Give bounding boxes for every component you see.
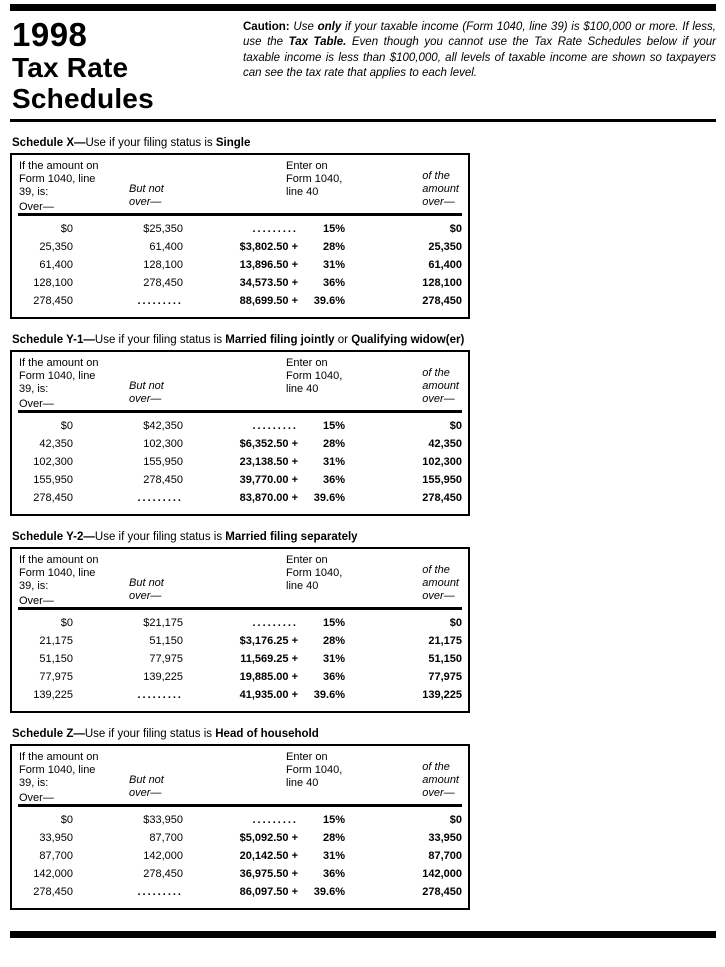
tax-bracket-row [12,865,468,883]
tax-bracket-row [12,668,468,686]
filing-status-2: Qualifying widow(er) [351,334,465,346]
tax-rate: 28% [322,635,345,647]
filing-status: Head of household [215,728,319,740]
over-amount: 42,350 [39,438,73,450]
col-header-enter-on [286,554,342,593]
excess-over-amount: 139,225 [422,689,462,701]
schedule-y2-heading [12,531,716,543]
filing-status: Married filing jointly [225,334,335,346]
tax-rate: 15% [322,223,345,235]
header-line: of the [422,564,450,576]
tax-bracket-row [12,256,468,274]
tax-bracket-row [12,292,468,310]
schedule-label-mid: Use if your filing status is [84,728,213,740]
over-amount: 128,100 [33,277,73,289]
excess-over-amount: 278,450 [422,492,462,504]
but-not-over-amount: $42,350 [143,420,183,432]
tax-bracket-row [12,614,468,632]
header-line: of the [422,761,450,773]
header-line: But not [129,774,164,786]
schedule-y2-table [10,547,470,713]
header-line: amount [422,183,459,195]
filing-status: Single [215,137,251,149]
tax-rate: 39.6% [313,689,345,701]
header-line: Enter on [286,751,328,763]
base-tax-amount: 13,896.50 + [239,259,298,271]
table-body [12,216,468,317]
base-tax-amount: 39,770.00 + [239,474,298,486]
base-tax-amount: 34,573.50 + [239,277,298,289]
tax-rate: 36% [322,671,345,683]
tax-bracket-row [12,471,468,489]
col-header-but-not-over [129,774,164,800]
over-amount: 278,450 [33,886,73,898]
header-line: of the [422,367,450,379]
schedule-y1-heading [12,334,716,346]
title-line-1: Tax Rate [12,52,129,83]
col-header-amount [19,357,99,411]
tax-bracket-row [12,811,468,829]
tax-bracket-row [12,829,468,847]
schedule-y2-section [10,531,716,713]
header-line: Form 1040, line [19,370,96,382]
tax-rate: 28% [322,241,345,253]
tax-rate: 39.6% [313,886,345,898]
base-tax-amount: 83,870.00 + [239,492,298,504]
schedule-z-table [10,744,470,910]
excess-over-amount: 21,175 [428,635,462,647]
schedule-y1-section [10,334,716,516]
header-line: of the [422,170,450,182]
excess-over-amount: 33,950 [428,832,462,844]
but-not-over-amount: $33,950 [143,814,183,826]
base-tax-amount: ......... [252,420,298,432]
table-header [12,352,468,410]
header-line: But not [129,577,164,589]
over-amount: $0 [60,617,73,629]
but-not-over-amount: 51,150 [149,635,183,647]
base-tax-amount: $3,176.25 + [239,635,298,647]
over-amount: 102,300 [33,456,73,468]
schedule-label-mid: Use if your filing status is [94,531,223,543]
col-header-but-not-over [129,380,164,406]
tax-bracket-row [12,686,468,704]
excess-over-amount: 278,450 [422,886,462,898]
tax-bracket-row [12,650,468,668]
header-line: line 40 [286,186,319,198]
but-not-over-amount: 155,950 [143,456,183,468]
schedule-label-mid: Use if your filing status is [94,334,223,346]
but-not-over-amount: 139,225 [143,671,183,683]
col-header-over: Over— [19,201,54,213]
col-header-over: Over— [19,595,54,607]
over-amount: 278,450 [33,295,73,307]
title-line-2: Schedules [12,83,154,114]
tax-rate: 15% [322,814,345,826]
base-tax-amount: ......... [252,617,298,629]
header-line: Form 1040, [286,173,343,185]
excess-over-amount: 25,350 [428,241,462,253]
over-amount: $0 [60,223,73,235]
base-tax-amount: 20,142.50 + [239,850,298,862]
header-line: line 40 [286,777,319,789]
col-header-enter-on [286,751,342,790]
base-tax-amount: ......... [252,814,298,826]
masthead-divider-rule [10,119,716,122]
excess-over-amount: 102,300 [422,456,462,468]
but-not-over-amount: 128,100 [143,259,183,271]
tax-rate: 36% [322,277,345,289]
col-header-over: Over— [19,792,54,804]
caution-bold-only: only [317,21,342,33]
base-tax-amount: $3,802.50 + [239,241,298,253]
header-line: amount [422,380,459,392]
tax-rate: 39.6% [313,492,345,504]
top-rule [10,4,716,11]
header-line: But not [129,380,164,392]
excess-over-amount: $0 [449,223,462,235]
schedule-label-mid: Use if your filing status is [85,137,213,149]
col-header-of-amount-over [422,564,459,603]
tax-year: 1998 [12,16,88,53]
schedule-y1-table [10,350,470,516]
tax-rate: 39.6% [313,295,345,307]
caution-text-2: if your taxable income (Form 1040, line 39) is $100,000 or more. If less, use the [243,21,717,49]
excess-over-amount: 155,950 [422,474,462,486]
tax-bracket-row [12,220,468,238]
base-tax-amount: $6,352.50 + [239,438,298,450]
caution-bold-tax-table: Tax Table. [288,36,347,49]
caution-text-3: Even though you cannot use the Tax Rate Schedules below if your taxable income is less than $100,000, all levels of taxable income are shown so taxpayers can see the tax rate that applies to each level. [243,36,716,80]
schedule-x-heading [12,137,716,149]
but-not-over-amount: ......... [137,689,183,701]
excess-over-amount: 42,350 [428,438,462,450]
header-line: 39, is: [19,777,49,789]
schedule-x-table [10,153,470,319]
header-line: over— [422,590,455,602]
col-header-enter-on [286,357,342,396]
tax-rate: 31% [322,456,345,468]
base-tax-amount: 11,569.25 + [240,653,298,665]
base-tax-amount: 41,935.00 + [239,689,298,701]
schedule-z-heading [12,728,716,740]
header-line: 39, is: [19,580,49,592]
header-line: over— [129,393,162,405]
header-line: 39, is: [19,186,49,198]
col-header-amount [19,554,99,608]
excess-over-amount: 278,450 [422,295,462,307]
excess-over-amount: 51,150 [428,653,462,665]
filing-status-conjunction: or [337,334,348,346]
over-amount: 155,950 [33,474,73,486]
header-line: If the amount on [19,160,99,172]
base-tax-amount: 88,699.50 + [239,295,298,307]
excess-over-amount: 128,100 [422,277,462,289]
but-not-over-amount: 102,300 [143,438,183,450]
caution-label: Caution: [243,21,290,33]
base-tax-amount: 86,097.50 + [239,886,298,898]
but-not-over-amount: 278,450 [143,474,183,486]
col-header-of-amount-over [422,761,459,800]
excess-over-amount: $0 [449,617,462,629]
header-line: 39, is: [19,383,49,395]
header-line: over— [422,787,455,799]
tax-bracket-row [12,435,468,453]
tax-bracket-row [12,883,468,901]
table-header [12,155,468,213]
but-not-over-amount: 278,450 [143,868,183,880]
tax-bracket-row [12,453,468,471]
header-line: line 40 [286,580,319,592]
col-header-of-amount-over [422,170,459,209]
but-not-over-amount: 77,975 [149,653,183,665]
col-header-but-not-over [129,577,164,603]
col-header-enter-on [286,160,342,199]
tax-rate: 31% [322,653,345,665]
tax-bracket-row [12,274,468,292]
tax-rate: 28% [322,832,345,844]
caution-text-1: Use [293,21,314,33]
but-not-over-amount: 278,450 [143,277,183,289]
col-header-but-not-over [129,183,164,209]
base-tax-amount: 36,975.50 + [239,868,298,880]
col-header-over: Over— [19,398,54,410]
header-line: If the amount on [19,751,99,763]
schedule-label-prefix: Schedule Y-1— [12,334,95,346]
filing-status: Married filing separately [225,531,358,543]
table-header [12,549,468,607]
table-body [12,413,468,514]
table-body [12,610,468,711]
but-not-over-amount: $25,350 [143,223,183,235]
tax-bracket-row [12,489,468,507]
over-amount: 21,175 [39,635,73,647]
header-line: Form 1040, [286,370,343,382]
over-amount: 51,150 [39,653,73,665]
header-line: Form 1040, [286,567,343,579]
but-not-over-amount: ......... [137,295,183,307]
excess-over-amount: $0 [449,814,462,826]
over-amount: 25,350 [39,241,73,253]
over-amount: 33,950 [39,832,73,844]
tax-rate: 31% [322,850,345,862]
over-amount: 139,225 [33,689,73,701]
header-line: over— [129,196,162,208]
over-amount: 87,700 [39,850,73,862]
base-tax-amount: 23,138.50 + [239,456,298,468]
table-header [12,746,468,804]
header-line: over— [129,787,162,799]
base-tax-amount: ......... [252,223,298,235]
header-line: Form 1040, [286,764,343,776]
header-line: Enter on [286,554,328,566]
but-not-over-amount: 87,700 [149,832,183,844]
col-header-amount [19,160,99,214]
excess-over-amount: $0 [449,420,462,432]
header-line: over— [422,196,455,208]
tax-rate: 31% [322,259,345,271]
header-line: Form 1040, line [19,173,96,185]
header-line: Form 1040, line [19,764,96,776]
header-line: over— [422,393,455,405]
header-line: Enter on [286,357,328,369]
header-line: Form 1040, line [19,567,96,579]
excess-over-amount: 142,000 [422,868,462,880]
header-line: amount [422,774,459,786]
but-not-over-amount: 142,000 [143,850,183,862]
over-amount: 278,450 [33,492,73,504]
excess-over-amount: 61,400 [428,259,462,271]
but-not-over-amount: 61,400 [149,241,183,253]
masthead [10,18,716,114]
but-not-over-amount: ......... [137,492,183,504]
caution-note [243,18,716,114]
base-tax-amount: $5,092.50 + [239,832,298,844]
header-line: line 40 [286,383,319,395]
schedule-label-prefix: Schedule Y-2— [12,531,95,543]
header-line: If the amount on [19,554,99,566]
header-line: amount [422,577,459,589]
base-tax-amount: 19,885.00 + [239,671,298,683]
schedule-x-section [10,137,716,319]
tax-bracket-row [12,847,468,865]
over-amount: $0 [60,814,73,826]
over-amount: $0 [60,420,73,432]
tax-bracket-row [12,238,468,256]
header-line: over— [129,590,162,602]
tax-bracket-row [12,417,468,435]
document-title [10,18,243,114]
col-header-amount [19,751,99,805]
header-line: Enter on [286,160,328,172]
schedule-label-prefix: Schedule Z— [12,728,85,740]
tax-rate: 15% [322,617,345,629]
bottom-rule [10,931,716,938]
over-amount: 61,400 [39,259,73,271]
excess-over-amount: 87,700 [428,850,462,862]
tax-rate: 28% [322,438,345,450]
over-amount: 142,000 [33,868,73,880]
header-line: If the amount on [19,357,99,369]
tax-bracket-row [12,632,468,650]
excess-over-amount: 77,975 [428,671,462,683]
schedule-label-prefix: Schedule X— [12,137,86,149]
but-not-over-amount: $21,175 [143,617,183,629]
col-header-of-amount-over [422,367,459,406]
header-line: But not [129,183,164,195]
schedule-z-section [10,728,716,910]
tax-rate: 36% [322,474,345,486]
tax-rate: 15% [322,420,345,432]
tax-rate: 36% [322,868,345,880]
table-body [12,807,468,908]
over-amount: 77,975 [39,671,73,683]
but-not-over-amount: ......... [137,886,183,898]
